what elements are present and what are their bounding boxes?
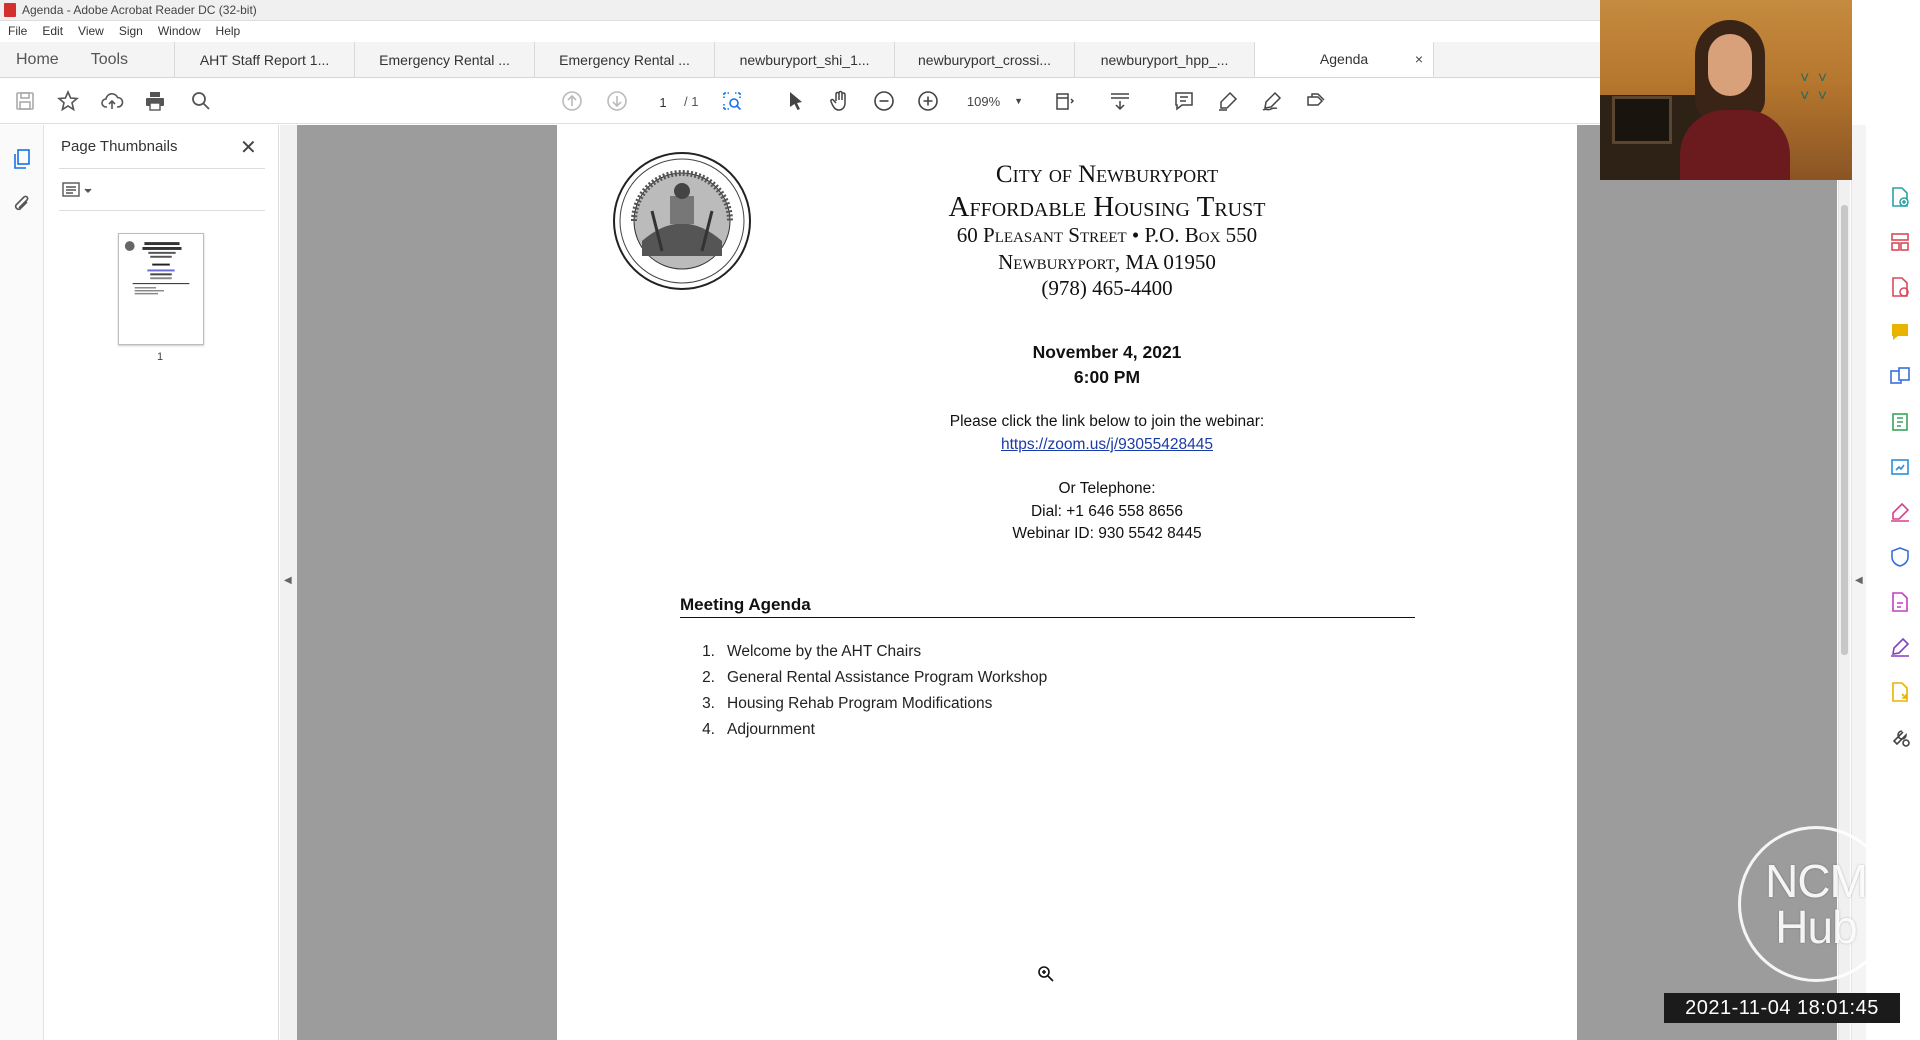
webcam-person-body	[1680, 110, 1790, 180]
tab-label: Emergency Rental ...	[379, 51, 510, 68]
agenda-item-number: 4.	[702, 721, 715, 738]
agenda-list	[697, 643, 1047, 747]
window-title: Agenda - Adobe Acrobat Reader DC (32-bit)	[22, 3, 257, 17]
agenda-item	[697, 669, 1047, 695]
phone-dial-number: Dial: +1 646 558 8656	[1030, 503, 1184, 520]
cloud-upload-icon[interactable]	[100, 89, 124, 113]
zoom-level-select[interactable]	[960, 89, 1030, 113]
sign-icon[interactable]	[1260, 89, 1284, 113]
wall-decoration-icon: ˅ ˅ ˅ ˅	[1800, 70, 1830, 105]
previous-page-icon[interactable]	[560, 89, 584, 113]
compress-pdf-icon[interactable]	[1888, 410, 1912, 434]
agenda-heading: Meeting Agenda	[680, 595, 811, 614]
page-total: / 1	[684, 94, 699, 109]
print-icon[interactable]	[143, 89, 167, 113]
webinar-prompt: Please click the link below to join the webinar:	[949, 413, 1265, 430]
meeting-time: 6:00 PM	[1073, 367, 1141, 387]
star-icon[interactable]	[56, 89, 80, 113]
city-seal-image	[612, 151, 752, 291]
page-thumbnails-icon[interactable]	[10, 147, 34, 171]
more-tools-icon[interactable]	[1888, 725, 1912, 749]
tab-label: Agenda	[1319, 51, 1369, 67]
protect-icon[interactable]	[1888, 545, 1912, 569]
panel-divider	[59, 168, 265, 169]
highlight-pen-icon[interactable]	[1216, 89, 1240, 113]
tab-label: Emergency Rental ...	[559, 51, 690, 68]
tab-document[interactable]	[534, 42, 714, 77]
share-icon[interactable]	[1304, 89, 1328, 113]
chevron-down-icon: ▼	[1014, 96, 1024, 106]
logo-line-2: Hub	[1775, 901, 1857, 953]
page-thumbnails-panel	[45, 125, 279, 1040]
thumbnail-page-number: 1	[157, 351, 164, 363]
hand-tool-icon[interactable]	[828, 89, 852, 113]
header-city-name: City of Newburyport	[995, 161, 1219, 188]
header-phone: (978) 465-4400	[1041, 276, 1173, 300]
header-address: 60 Pleasant Street • P.O. Box 550	[956, 223, 1258, 247]
zoom-webinar-link[interactable]: https://zoom.us/j/93055428445	[1001, 436, 1213, 453]
search-icon[interactable]	[189, 89, 213, 113]
webcam-video-overlay	[1600, 0, 1852, 180]
agenda-item-number: 1.	[702, 643, 715, 660]
organize-pages-icon[interactable]	[1888, 230, 1912, 254]
tab-document[interactable]	[894, 42, 1074, 77]
tab-home[interactable]: Home	[16, 50, 59, 68]
header-trust-name: Affordable Housing Trust	[948, 191, 1266, 223]
logo-line-1: NCM	[1765, 855, 1867, 907]
window-title-bar	[0, 0, 1600, 21]
tab-label: newburyport_crossi...	[918, 51, 1052, 68]
tab-label: newburyport_shi_1...	[739, 51, 870, 68]
close-panel-icon[interactable]: ✕	[240, 137, 257, 159]
tab-label: AHT Staff Report 1...	[199, 51, 330, 68]
zoom-out-icon[interactable]	[872, 89, 896, 113]
scrollbar-thumb[interactable]	[1841, 205, 1848, 655]
menu-file[interactable]: File	[8, 24, 28, 38]
agenda-item-number: 3.	[702, 695, 715, 712]
meeting-date: November 4, 2021	[1032, 342, 1182, 362]
tab-document[interactable]	[174, 42, 354, 77]
tab-document[interactable]	[1074, 42, 1254, 77]
acrobat-app-icon	[4, 3, 16, 17]
agenda-item	[697, 643, 1047, 669]
left-navigation-rail	[0, 125, 44, 1040]
tab-document[interactable]	[714, 42, 894, 77]
document-viewport[interactable]	[297, 125, 1837, 1040]
fit-page-icon[interactable]	[1053, 89, 1077, 113]
tab-agenda-active[interactable]	[1254, 42, 1434, 77]
menu-bar	[0, 21, 1600, 41]
agenda-item-text: Welcome by the AHT Chairs	[727, 643, 922, 660]
menu-edit[interactable]: Edit	[42, 24, 64, 38]
panel-divider	[59, 210, 265, 211]
agenda-item	[697, 695, 1047, 721]
tab-tools[interactable]: Tools	[90, 50, 129, 68]
next-page-icon[interactable]	[605, 89, 629, 113]
select-cursor-icon[interactable]	[784, 89, 808, 113]
tab-document[interactable]	[354, 42, 534, 77]
scroll-mode-icon[interactable]	[1108, 89, 1132, 113]
menu-view[interactable]: View	[78, 24, 104, 38]
agenda-item	[697, 721, 1047, 747]
webcam-background-tv	[1612, 96, 1672, 144]
panel-title: Page Thumbnails	[61, 138, 178, 155]
menu-window[interactable]: Window	[157, 24, 201, 38]
thumbnail-options-menu[interactable]	[61, 178, 101, 202]
chevron-left-icon: ◀	[1855, 575, 1863, 586]
export-pdf-icon[interactable]	[1888, 275, 1912, 299]
agenda-item-text: General Rental Assistance Program Workshop	[727, 669, 1048, 686]
zoom-in-icon[interactable]	[916, 89, 940, 113]
menu-sign[interactable]: Sign	[118, 24, 143, 38]
marquee-zoom-icon[interactable]	[720, 89, 744, 113]
page-number-input[interactable]	[646, 91, 680, 113]
send-for-comments-icon[interactable]	[1888, 680, 1912, 704]
chevron-left-icon: ◀	[284, 575, 292, 586]
zoom-value: 109%	[966, 93, 1001, 109]
phone-heading: Or Telephone:	[1058, 480, 1156, 497]
tab-bar	[0, 42, 1600, 78]
create-pdf-icon[interactable]	[1888, 185, 1912, 209]
ncm-hub-logo	[1738, 826, 1894, 982]
main-toolbar	[0, 78, 1600, 124]
comment-icon[interactable]	[1172, 89, 1196, 113]
tab-label: newburyport_hpp_...	[1100, 51, 1229, 68]
page-thumbnail[interactable]	[118, 233, 204, 345]
left-panel-collapse-handle[interactable]	[280, 125, 297, 1040]
agenda-item-text: Housing Rehab Program Modifications	[727, 695, 993, 712]
edit-pdf-icon[interactable]	[1888, 590, 1912, 614]
agenda-item-text: Adjournment	[727, 721, 815, 738]
pdf-page	[557, 125, 1577, 1040]
webinar-id: Webinar ID: 930 5542 8445	[1012, 525, 1202, 542]
agenda-item-number: 2.	[702, 669, 715, 686]
close-tab-icon[interactable]: ×	[1414, 51, 1424, 67]
request-signature-icon[interactable]	[1888, 635, 1912, 659]
agenda-divider	[680, 617, 1415, 618]
scan-ocr-icon[interactable]	[1888, 455, 1912, 479]
zoom-cursor-icon	[1037, 965, 1055, 986]
recording-timestamp: 2021-11-04 18:01:45	[1664, 993, 1900, 1023]
fill-sign-icon[interactable]	[1888, 500, 1912, 524]
comment-tool-icon[interactable]	[1888, 320, 1912, 344]
save-icon[interactable]	[13, 89, 37, 113]
webcam-person-face	[1708, 34, 1752, 96]
attachment-icon[interactable]	[10, 193, 34, 217]
header-city-state: Newburyport, MA 01950	[998, 250, 1216, 274]
combine-files-icon[interactable]	[1888, 365, 1912, 389]
menu-help[interactable]: Help	[215, 24, 241, 38]
